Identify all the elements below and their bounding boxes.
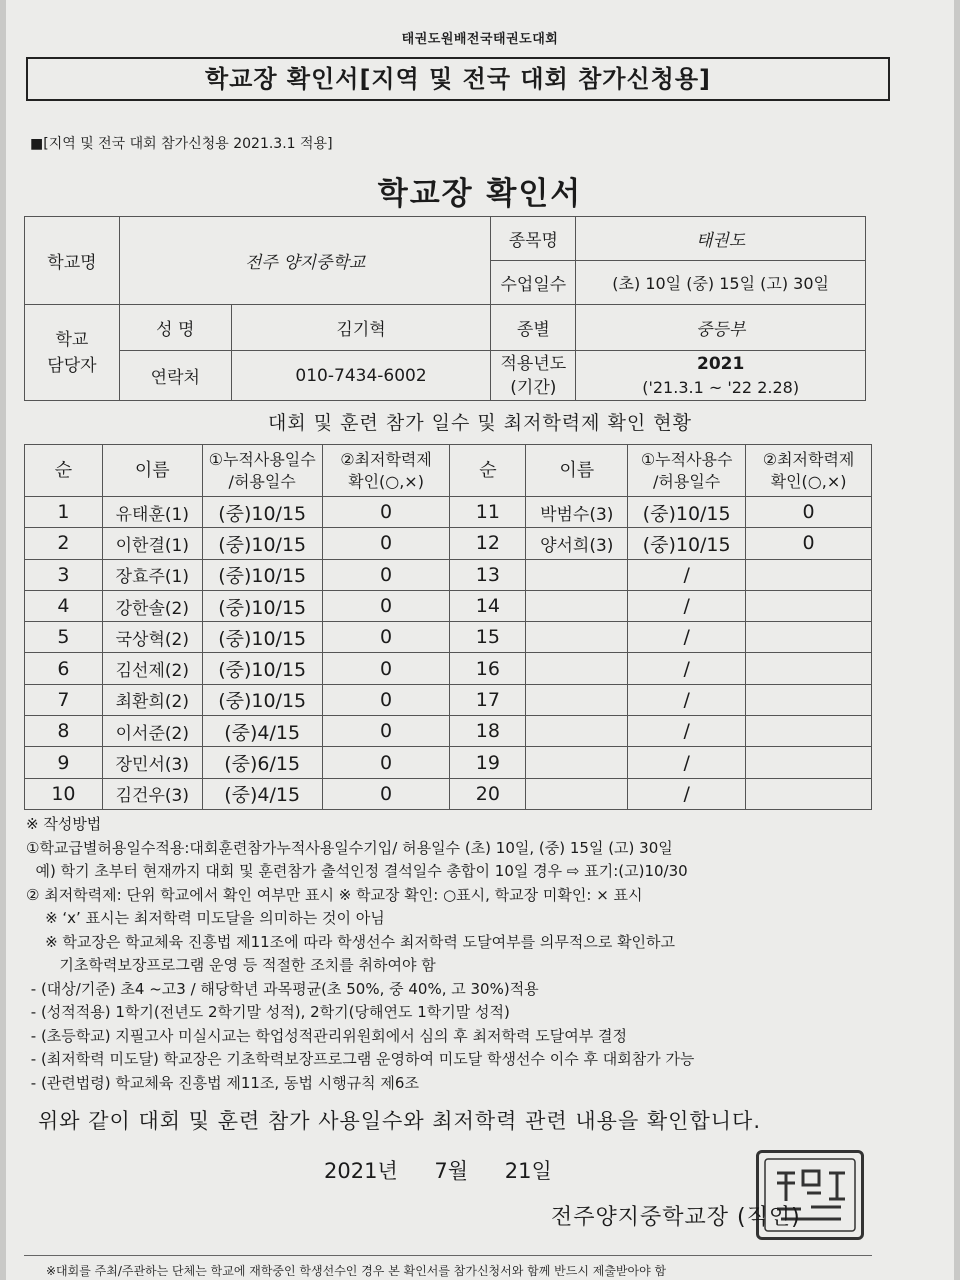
name-label: 성 명 xyxy=(119,305,231,351)
table-row xyxy=(25,590,872,621)
roster-cell-seq: 12 xyxy=(450,528,526,559)
roster-cell-days: (중)10/15 xyxy=(628,497,746,528)
roster-cell-name xyxy=(526,778,628,809)
school-name-label: 학교명 xyxy=(25,217,120,305)
roster-cell-name xyxy=(526,747,628,778)
period-value: ('21.3.1 ~ '22 2.28) xyxy=(642,378,800,397)
instruction-line: - (관련법령) 학교체육 진흥법 제11조, 동법 시행규칙 제6조 xyxy=(26,1073,419,1092)
roster-cell-seq: 16 xyxy=(450,653,526,684)
roster-cell-academic: 0 xyxy=(322,528,450,559)
roster-cell-days: (중)10/15 xyxy=(202,653,322,684)
roster-cell-seq: 11 xyxy=(450,497,526,528)
roster-cell-days: / xyxy=(628,653,746,684)
manager-label: 학교 담당자 xyxy=(25,305,120,401)
roster-cell-name: 김선제(2) xyxy=(102,653,202,684)
roster-cell-days: (중)10/15 xyxy=(202,497,322,528)
table-row xyxy=(25,653,872,684)
roster-header-6: ①누적사용수 /허용일수 xyxy=(628,445,746,497)
roster-section-title: 대회 및 훈련 참가 일수 및 최저학력제 확인 현황 xyxy=(267,412,693,434)
category-label: 종별 xyxy=(491,305,576,351)
roster-cell-days: / xyxy=(628,622,746,653)
roster-cell-days: / xyxy=(628,559,746,590)
roster-cell-name: 김건우(3) xyxy=(102,778,202,809)
roster-header-3: ②최저학력제 확인(○,×) xyxy=(322,445,450,497)
roster-cell-name: 장민서(3) xyxy=(102,747,202,778)
table-row xyxy=(25,528,872,559)
roster-cell-days: (중)10/15 xyxy=(628,528,746,559)
main-title: 학교장 확인서 xyxy=(377,176,583,212)
roster-cell-academic: 0 xyxy=(322,653,450,684)
instruction-line: ※ ‘x’ 표시는 최저학력 미도달을 의미하는 것이 아님 xyxy=(26,909,385,927)
roster-cell-academic: 0 xyxy=(746,497,872,528)
roster-cell-days: (중)10/15 xyxy=(202,590,322,621)
roster-cell-academic: 0 xyxy=(322,778,450,809)
instruction-line: - (최저학력 미도달) 학교장은 기초학력보장프로그램 운영하여 미도달 학생선수 이수 후 대회참가 가능 xyxy=(26,1050,695,1068)
roster-cell-academic: 0 xyxy=(322,747,450,778)
table-row xyxy=(25,497,872,528)
roster-cell-academic: 0 xyxy=(746,528,872,559)
document-page xyxy=(6,0,954,1280)
roster-header-0: 순 xyxy=(25,445,103,497)
roster-cell-academic xyxy=(746,747,872,778)
footer-divider xyxy=(24,1255,872,1256)
event-value: 태권도 xyxy=(576,217,866,261)
roster-cell-seq: 9 xyxy=(25,747,103,778)
roster-cell-academic: 0 xyxy=(322,684,450,715)
roster-cell-days: (중)10/15 xyxy=(202,622,322,653)
confirmation-statement: 위와 같이 대회 및 훈련 참가 사용일수와 최저학력 관련 내용을 확인합니다. xyxy=(38,1109,762,1133)
roster-cell-seq: 8 xyxy=(25,716,103,747)
roster-cell-days: (중)6/15 xyxy=(202,747,322,778)
roster-cell-name xyxy=(526,622,628,653)
instruction-line: ※ 작성방법 xyxy=(26,815,102,833)
roster-cell-days: / xyxy=(628,684,746,715)
instruction-line: - (대상/기준) 초4 ~고3 / 해당학년 과목평균(초 50%, 중 40%, 고 30%)적용 xyxy=(26,979,539,998)
roster-cell-name: 장효주(1) xyxy=(102,559,202,590)
roster-cell-seq: 14 xyxy=(450,590,526,621)
roster-cell-seq: 17 xyxy=(450,684,526,715)
table-row xyxy=(25,716,872,747)
roster-cell-name xyxy=(526,653,628,684)
roster-cell-days: / xyxy=(628,778,746,809)
roster-cell-academic xyxy=(746,653,872,684)
event-label: 종목명 xyxy=(491,217,576,261)
roster-cell-academic: 0 xyxy=(322,559,450,590)
roster-cell-academic: 0 xyxy=(322,716,450,747)
year-label: 적용년도 (기간) xyxy=(491,351,576,401)
roster-cell-days: / xyxy=(628,747,746,778)
days-label: 수업일수 xyxy=(491,261,576,305)
instruction-line: - (초등학교) 지필고사 미실시교는 학업성적관리위원회에서 심의 후 최저학력 도달여부 결정 xyxy=(26,1026,627,1045)
roster-cell-seq: 7 xyxy=(25,684,103,715)
roster-cell-days: (중)4/15 xyxy=(202,716,322,747)
instruction-line: ※ 학교장은 학교체육 진흥법 제11조에 따라 학생선수 최저학력 도달여부를 의무적으로 확인하고 xyxy=(26,932,676,951)
year-value: 2021 xyxy=(696,354,745,374)
roster-cell-days: / xyxy=(628,590,746,621)
name-value: 김기혁 xyxy=(231,305,491,351)
roster-cell-name: 최환희(2) xyxy=(102,684,202,715)
roster-cell-academic: 0 xyxy=(322,497,450,528)
roster-cell-name xyxy=(526,559,628,590)
roster-cell-name xyxy=(526,684,628,715)
roster-cell-name xyxy=(526,716,628,747)
instruction-line: - (성적적용) 1학기(전년도 2학기말 성적), 2학기(당해연도 1학기말 성적) xyxy=(26,1003,510,1021)
roster-cell-seq: 1 xyxy=(25,497,103,528)
days-value: (초) 10일 (중) 15일 (고) 30일 xyxy=(576,261,866,305)
roster-cell-academic xyxy=(746,716,872,747)
roster-cell-academic xyxy=(746,590,872,621)
table-row xyxy=(25,778,872,809)
instruction-line: ② 최저학력제: 단위 학교에서 확인 여부만 표시 ※ 학교장 확인: ○표시, 학교장 미확인: × 표시 xyxy=(26,885,643,904)
roster-header-7: ②최저학력제 확인(○,×) xyxy=(746,445,872,497)
roster-cell-academic: 0 xyxy=(322,590,450,621)
roster-header-2: ①누적사용일수 /허용일수 xyxy=(202,445,322,497)
roster-cell-academic xyxy=(746,559,872,590)
roster-cell-seq: 5 xyxy=(25,622,103,653)
table-row xyxy=(25,747,872,778)
footer-note: ※대회를 주최/주관하는 단체는 학교에 재학중인 학생선수인 경우 본 확인서를 참가신청서와 함께 반드시 제출받아야 함 xyxy=(46,1264,667,1278)
roster-cell-name: 박범수(3) xyxy=(526,497,628,528)
school-info-table xyxy=(24,216,866,401)
roster-cell-days: (중)4/15 xyxy=(202,778,322,809)
instruction-line: 기초학력보장프로그램 운영 등 적절한 조치를 취하여야 함 xyxy=(26,956,436,974)
contact-label: 연락처 xyxy=(119,351,231,401)
roster-header-5: 이름 xyxy=(526,445,628,497)
roster-cell-seq: 2 xyxy=(25,528,103,559)
date-day: 21일 xyxy=(504,1159,552,1183)
roster-table xyxy=(24,444,872,810)
table-row xyxy=(25,559,872,590)
roster-cell-seq: 18 xyxy=(450,716,526,747)
instruction-line: 예) 학기 초부터 현재까지 대회 및 훈련참가 출석인정 결석일수 총합이 10일 경우 ⇨ 표기:(고)10/30 xyxy=(26,862,688,880)
table-row xyxy=(25,684,872,715)
roster-cell-name: 강한솔(2) xyxy=(102,590,202,621)
roster-cell-name: 유태훈(1) xyxy=(102,497,202,528)
roster-cell-days: (중)10/15 xyxy=(202,684,322,715)
roster-cell-seq: 4 xyxy=(25,590,103,621)
table-row xyxy=(25,622,872,653)
roster-header-4: 순 xyxy=(450,445,526,497)
roster-cell-seq: 3 xyxy=(25,559,103,590)
roster-cell-academic: 0 xyxy=(322,622,450,653)
roster-cell-seq: 15 xyxy=(450,622,526,653)
roster-cell-seq: 19 xyxy=(450,747,526,778)
date-year: 2021년 xyxy=(324,1159,398,1183)
roster-cell-seq: 10 xyxy=(25,778,103,809)
category-value: 중등부 xyxy=(576,305,866,351)
form-applicability-note: ■[지역 및 전국 대회 참가신청용 2021.3.1 적용] xyxy=(30,136,333,152)
roster-cell-name: 국상혁(2) xyxy=(102,622,202,653)
roster-cell-academic xyxy=(746,684,872,715)
roster-cell-seq: 6 xyxy=(25,653,103,684)
roster-cell-name: 이서준(2) xyxy=(102,716,202,747)
roster-header-1: 이름 xyxy=(102,445,202,497)
roster-cell-name xyxy=(526,590,628,621)
instruction-line: ①학교급별허용일수적용:대회훈련참가누적사용일수기입/ 허용일수 (초) 10일, (중) 15일 (고) 30일 xyxy=(26,838,673,857)
principal-signature: 전주양지중학교장 (직인) xyxy=(551,1205,801,1230)
instructions xyxy=(26,813,906,1095)
roster-cell-name: 이한결(1) xyxy=(102,528,202,559)
roster-cell-days: / xyxy=(628,716,746,747)
roster-cell-academic xyxy=(746,778,872,809)
roster-cell-days: (중)10/15 xyxy=(202,528,322,559)
organization-title: 태권도원배전국태권도대회 xyxy=(401,32,559,47)
roster-cell-academic xyxy=(746,622,872,653)
contact-value: 010-7434-6002 xyxy=(231,351,491,401)
date-month: 7월 xyxy=(434,1159,469,1183)
roster-cell-name: 양서희(3) xyxy=(526,528,628,559)
school-name-value: 전주 양지중학교 xyxy=(119,217,491,305)
form-title-box: 학교장 확인서[지역 및 전국 대회 참가신청용] xyxy=(26,57,890,101)
year-cell xyxy=(576,351,866,401)
roster-cell-days: (중)10/15 xyxy=(202,559,322,590)
roster-cell-seq: 20 xyxy=(450,778,526,809)
roster-cell-seq: 13 xyxy=(450,559,526,590)
issue-date xyxy=(324,1155,582,1185)
